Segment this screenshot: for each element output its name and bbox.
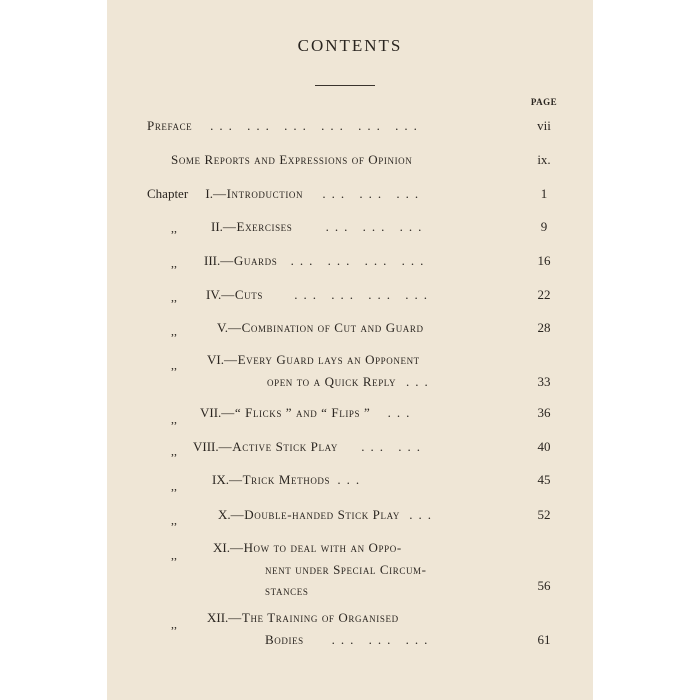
chapter-number: IX. — [212, 472, 229, 487]
page-number: vii — [537, 118, 551, 133]
toc-entry-chapter-10 — [218, 507, 437, 523]
leader-dots: ... ... ... ... — [290, 253, 430, 268]
entry-title: —“ Flicks ” and “ Flips ” — [221, 405, 371, 420]
leader-dots: ... — [409, 507, 437, 522]
leader-dots: ... ... ... — [325, 219, 428, 234]
page-number: 56 — [537, 578, 551, 593]
page-number: 1 — [540, 186, 548, 201]
leader-dots: ... ... ... ... — [294, 287, 433, 302]
toc-entry-chapter-12-continued — [265, 632, 433, 648]
leader-dots: ... — [337, 472, 366, 487]
toc-entry-chapter-12 — [207, 610, 399, 626]
toc-entry-chapter-11 — [213, 540, 402, 556]
entry-title: —The Training of Organised — [228, 610, 399, 625]
ditto-mark: ,, — [171, 256, 177, 270]
ditto-mark: ,, — [171, 548, 177, 562]
contents-heading: CONTENTS — [297, 36, 403, 55]
chapter-number: V. — [217, 320, 228, 335]
page-number: ix. — [537, 152, 551, 167]
entry-title-continued: Bodies — [265, 632, 304, 647]
toc-entry-chapter-9 — [212, 472, 365, 488]
chapter-number: VII. — [200, 405, 222, 420]
entry-title: —Cuts — [221, 287, 263, 302]
chapter-number: III. — [204, 253, 221, 268]
page-number: 16 — [537, 253, 551, 268]
ditto-mark: ,, — [171, 290, 177, 304]
toc-entry-chapter-4 — [206, 287, 433, 303]
toc-entry-chapter-2 — [211, 219, 427, 235]
page-number: 28 — [537, 320, 551, 335]
chapter-number: IV. — [206, 287, 222, 302]
toc-entry-chapter-11-continued: stances — [265, 583, 309, 598]
entry-title: —How to deal with an Oppo- — [229, 540, 402, 555]
toc-entry-chapter-3 — [204, 253, 429, 269]
ditto-mark: ,, — [171, 479, 177, 493]
chapter-prefix: Chapter — [147, 186, 189, 201]
page-number: 36 — [537, 405, 551, 420]
toc-entry-chapter-7 — [200, 405, 415, 421]
ditto-mark: ,, — [171, 221, 177, 235]
chapter-number: I. — [205, 186, 213, 201]
toc-entry-chapter-8 — [193, 439, 426, 455]
chapter-number: X. — [218, 507, 231, 522]
toc-entry-reports: Some Reports and Expressions of Opinion — [171, 152, 413, 167]
entry-title: —Double-handed Stick Play — [230, 507, 400, 522]
entry-title: —Trick Methods — [228, 472, 331, 487]
leader-dots: ... ... ... ... ... ... — [210, 118, 423, 133]
entry-title: —Every Guard lays an Opponent — [223, 352, 420, 367]
ditto-mark: ,, — [171, 412, 177, 426]
entry-title: —Combination of Cut and Guard — [227, 320, 424, 335]
toc-entry-chapter-1 — [147, 186, 424, 202]
page-column-label: PAGE — [530, 97, 558, 107]
ditto-mark: ,, — [171, 324, 177, 338]
book-page — [107, 0, 593, 700]
leader-dots: ... — [405, 374, 434, 389]
leader-dots: ... ... — [361, 439, 426, 454]
entry-title: —Introduction — [213, 186, 304, 201]
leader-dots: ... — [387, 405, 416, 420]
chapter-number: VI. — [207, 352, 224, 367]
toc-entry-chapter-6-continued — [267, 374, 434, 390]
entry-title: —Guards — [220, 253, 278, 268]
entry-title: Preface — [147, 118, 193, 133]
page-number: 40 — [537, 439, 551, 454]
toc-entry-chapter-11-continued: nent under Special Circum- — [265, 562, 427, 577]
page-number: 45 — [537, 472, 551, 487]
entry-title-continued: open to a Quick Reply — [267, 374, 397, 389]
ditto-mark: ,, — [171, 513, 177, 527]
page-number: 22 — [537, 287, 551, 302]
chapter-number: XI. — [213, 540, 230, 555]
heading-rule — [315, 85, 375, 86]
toc-entry-chapter-6 — [207, 352, 420, 368]
ditto-mark: ,, — [171, 444, 177, 458]
toc-entry-preface — [147, 118, 423, 134]
page-number: 9 — [540, 219, 548, 234]
toc-entry-chapter-5 — [217, 320, 424, 336]
chapter-number: II. — [211, 219, 223, 234]
entry-title: —Exercises — [222, 219, 293, 234]
page-number: 33 — [537, 374, 551, 389]
page-number: 52 — [537, 507, 551, 522]
ditto-mark: ,, — [171, 358, 177, 372]
chapter-number: XII. — [207, 610, 229, 625]
leader-dots: ... ... ... — [331, 632, 434, 647]
page-number: 61 — [537, 632, 551, 647]
leader-dots: ... ... ... — [322, 186, 425, 201]
chapter-number: VIII. — [193, 439, 219, 454]
ditto-mark: ,, — [171, 617, 177, 631]
entry-title: —Active Stick Play — [218, 439, 338, 454]
